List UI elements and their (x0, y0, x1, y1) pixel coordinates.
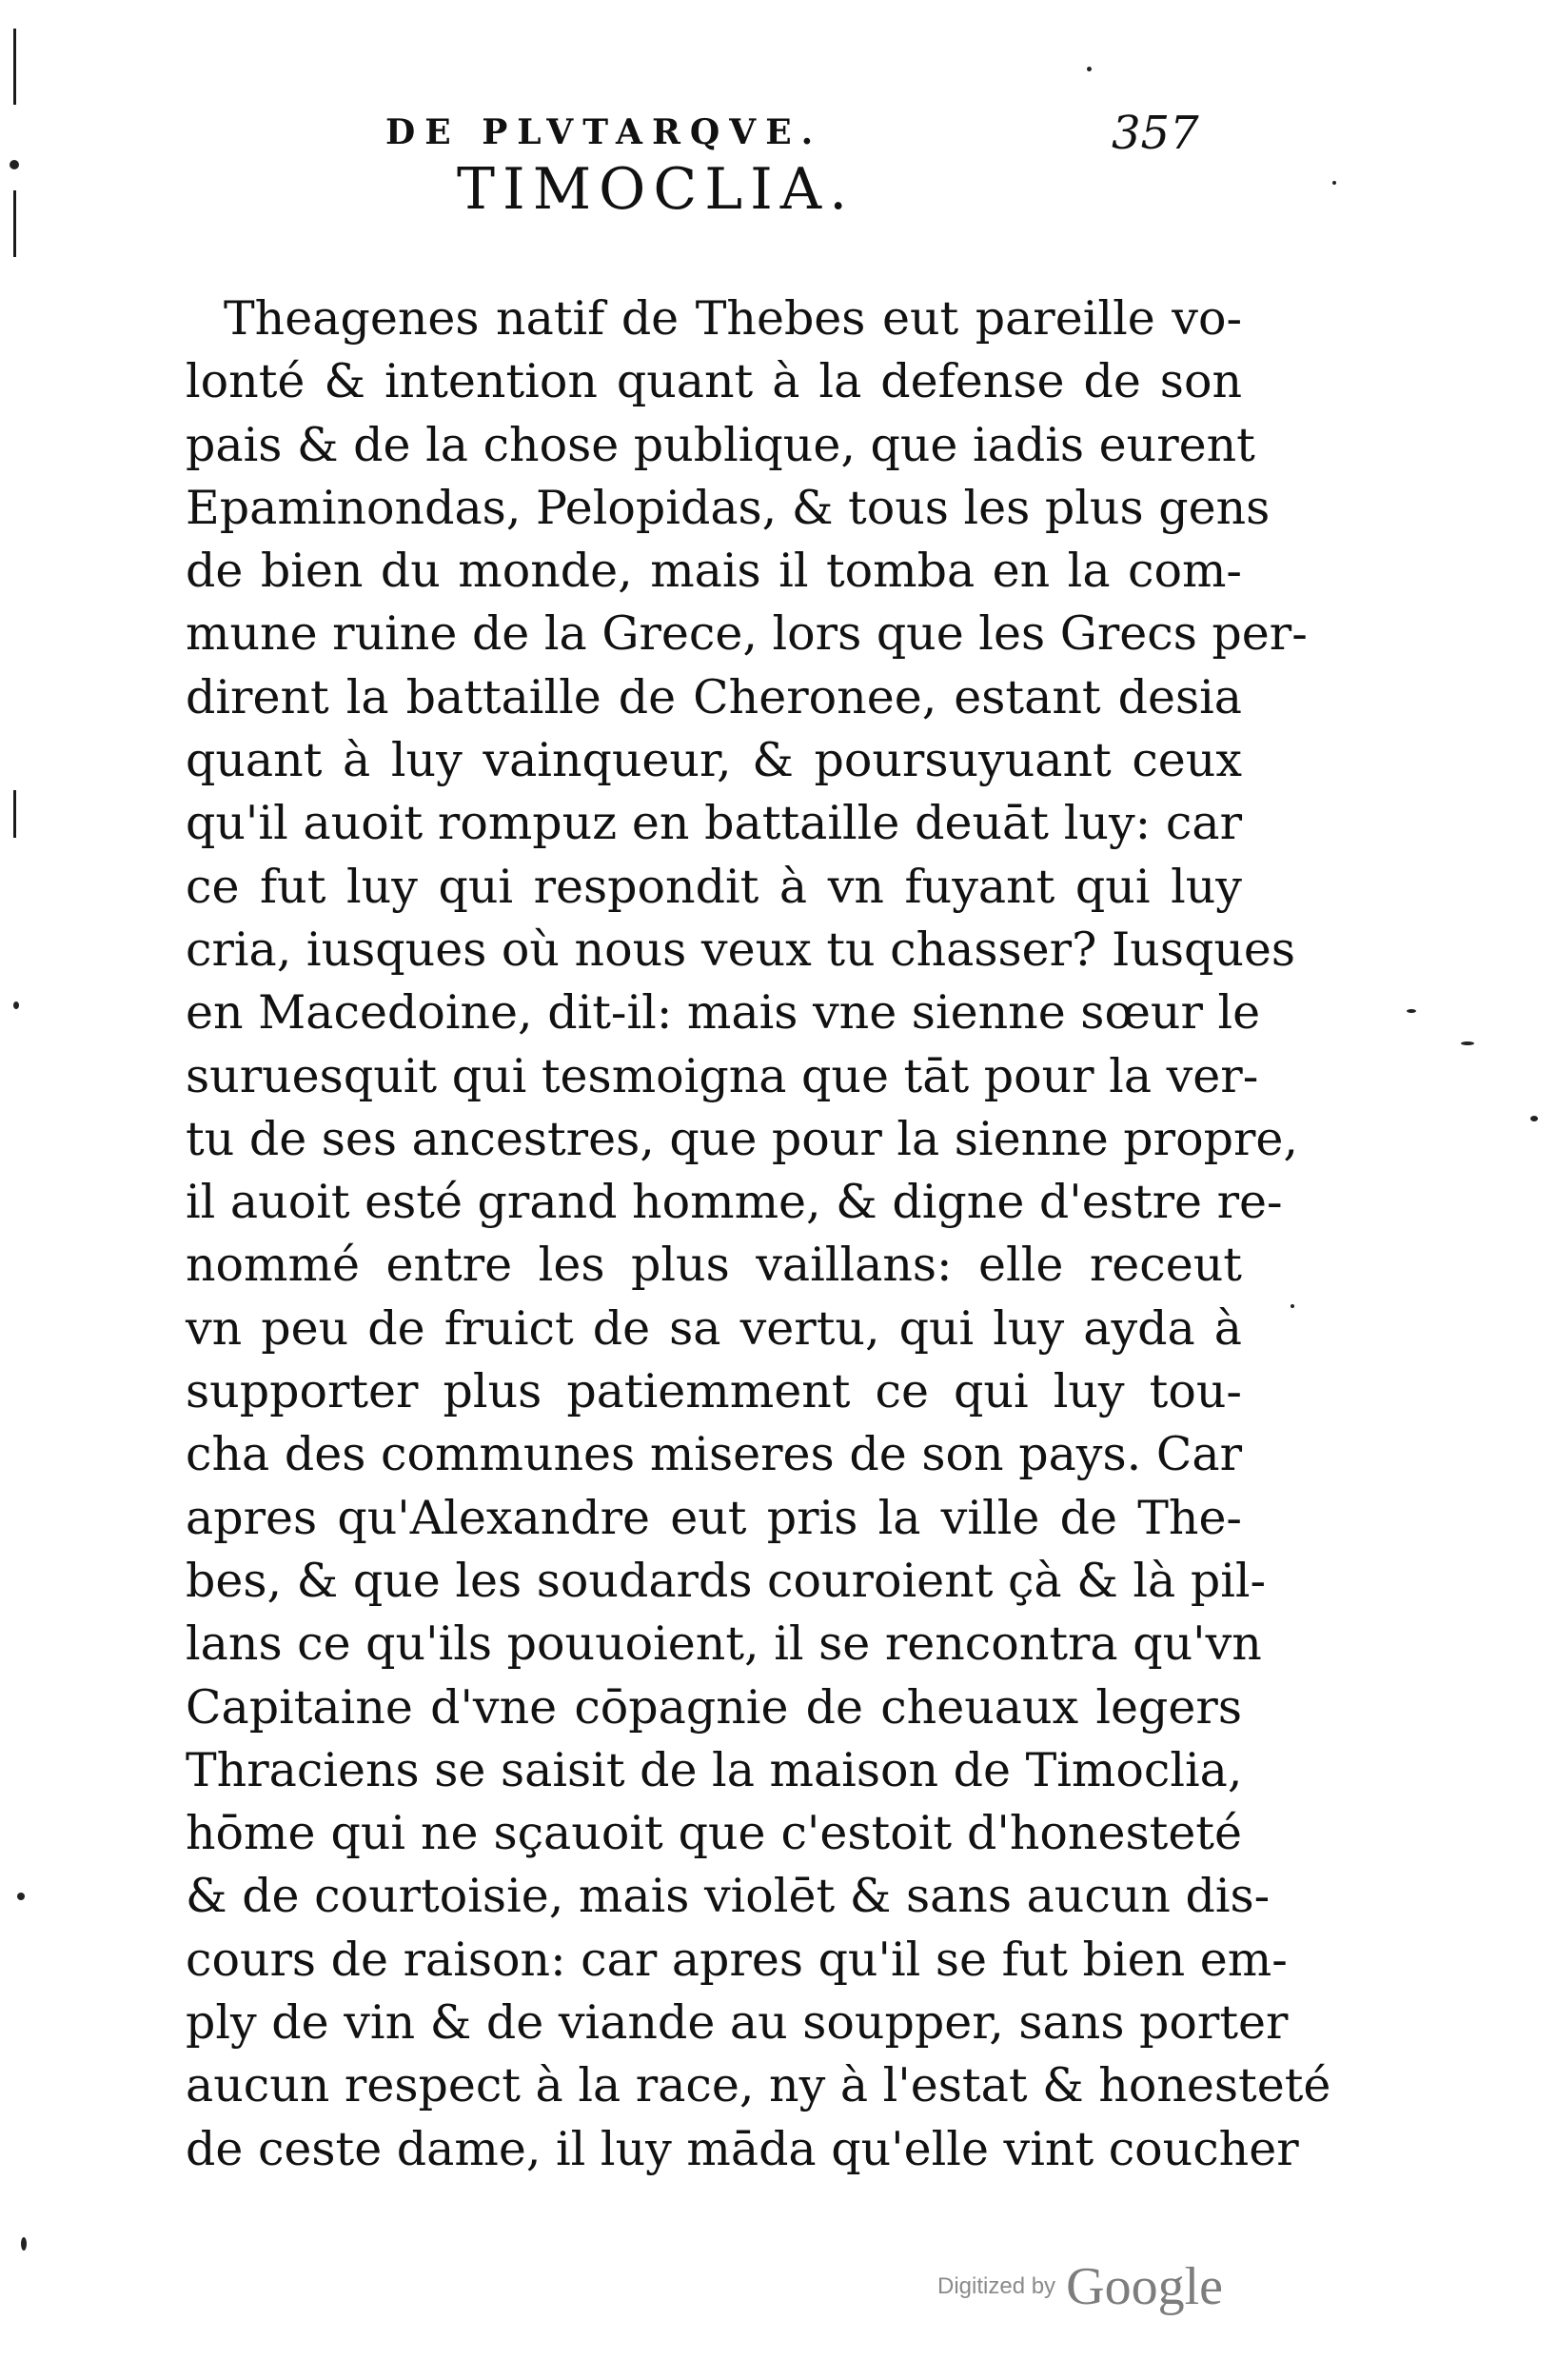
body-text (186, 288, 1331, 2181)
scan-speck (21, 2237, 27, 2251)
scan-speck (17, 1893, 25, 1900)
text-line: cria, iusques où nous veux tu chasser? Iusques (186, 922, 1296, 977)
text-line: bes, & que les soudards couroient çà & là pil- (186, 1553, 1267, 1608)
text-line: supporter plus patiemment ce qui luy tou- (186, 1364, 1242, 1419)
text-line: quant à luy vainqueur, & poursuyuant ceux (186, 733, 1242, 788)
scan-speck (1407, 1009, 1416, 1013)
text-line: en Macedoine, dit-il: mais vne sienne sœur le (186, 985, 1261, 1041)
text-line: aucun respect à la race, ny à l'estat & honesteté (186, 2058, 1331, 2113)
scan-speck (1332, 181, 1336, 185)
scan-speck (10, 160, 19, 169)
section-title: TIMOCLIA. (457, 156, 856, 223)
text-line: Capitaine d'vne cōpagnie de cheuaux legers (186, 1679, 1242, 1735)
text-line: lonté & intention quant à la defense de son (186, 354, 1242, 409)
text-line: hōme qui ne sçauoit que c'estoit d'honesteté (186, 1806, 1242, 1861)
text-line: ply de vin & de viande au soupper, sans porter (186, 1995, 1289, 2051)
text-line: dirent la battaille de Cheronee, estant desia (186, 669, 1242, 724)
text-line: mune ruine de la Grece, lors que les Grecs per- (186, 606, 1308, 662)
running-head: DE PLVTARQVE. (385, 112, 823, 152)
text-line: tu de ses ancestres, que pour la sienne propre, (186, 1111, 1298, 1166)
text-line: ce fut luy qui respondit à vn fuyant qui luy (186, 859, 1242, 914)
scan-edge-mark (13, 29, 16, 105)
text-line: Thraciens se saisit de la maison de Timoclia, (186, 1742, 1243, 1797)
text-line: de bien du monde, mais il tomba en la com- (186, 544, 1242, 599)
text-line: qu'il auoit rompuz en battaille deuāt luy: car (186, 796, 1242, 851)
text-line: nommé entre les plus vaillans: elle receut (186, 1238, 1242, 1293)
text-line: lans ce qu'ils pouuoient, il se rencontra qu'vn (186, 1616, 1262, 1672)
scan-speck (1530, 1116, 1538, 1121)
text-line: Epaminondas, Pelopidas, & tous les plus gens (186, 480, 1271, 535)
text-line: il auoit esté grand homme, & digne d'estre re- (186, 1175, 1283, 1230)
page-number: 357 (1112, 107, 1199, 160)
text-line: vn peu de fruict de sa vertu, qui luy ayda à (186, 1300, 1242, 1356)
scan-edge-mark (13, 790, 16, 838)
scan-edge-mark (13, 190, 16, 257)
digitized-by-google-watermark (937, 2256, 1223, 2317)
scan-speck (1291, 1304, 1294, 1308)
text-line: apres qu'Alexandre eut pris la ville de The- (186, 1490, 1242, 1545)
text-line: & de courtoisie, mais violēt & sans aucun dis- (186, 1869, 1271, 1924)
text-line: pais & de la chose publique, que iadis eurent (186, 417, 1255, 472)
text-line: suruesquit qui tesmoigna que tāt pour la ver- (186, 1048, 1259, 1103)
scan-speck (13, 1002, 19, 1009)
text-line: cha des communes miseres de son pays. Car (186, 1427, 1242, 1482)
text-line: de ceste dame, il luy māda qu'elle vint coucher (186, 2121, 1299, 2176)
text-line: Theagenes natif de Thebes eut pareille vo- (224, 291, 1242, 346)
scan-speck (1087, 67, 1092, 71)
watermark-prefix: Digitized by (937, 2273, 1056, 2299)
text-line: cours de raison: car apres qu'il se fut bien em- (186, 1932, 1288, 1987)
google-logo: Google (1066, 2257, 1224, 2316)
scan-speck (1461, 1041, 1474, 1045)
